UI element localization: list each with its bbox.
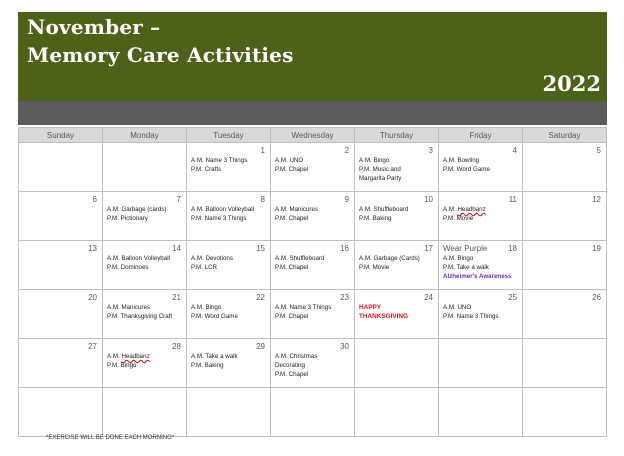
day-number: 22 bbox=[256, 293, 265, 302]
activity-item: P.M. Movie bbox=[443, 215, 474, 222]
empty-day-cell bbox=[103, 143, 187, 192]
title-subtitle: Memory Care Activities bbox=[27, 43, 294, 67]
day-cell-6 bbox=[19, 192, 103, 241]
empty-day-cell bbox=[19, 388, 103, 437]
activity-item: P.M. Chapel bbox=[275, 166, 309, 173]
day-number: 18 bbox=[508, 244, 517, 253]
day-cell-9 bbox=[271, 192, 355, 241]
week-row bbox=[19, 388, 607, 437]
day-cell-23 bbox=[271, 290, 355, 339]
weekday-tuesday: Tuesday bbox=[187, 128, 271, 143]
activity-list bbox=[107, 352, 183, 370]
activity-item: P.M. Pictionary bbox=[107, 215, 148, 222]
activity-item: A.M. Bingo bbox=[443, 255, 474, 262]
activity-item: A.M. Manicures bbox=[275, 206, 318, 213]
activity-item: P.M. Word Game bbox=[443, 166, 490, 173]
activity-list bbox=[275, 254, 351, 272]
holiday-label: HAPPY bbox=[359, 304, 382, 311]
activity-item: P.M. Baking bbox=[359, 215, 392, 222]
day-number: 27 bbox=[88, 342, 97, 351]
weekday-thursday: Thursday bbox=[355, 128, 439, 143]
activity-list bbox=[275, 156, 351, 174]
day-number: 28 bbox=[172, 342, 181, 351]
activity-list bbox=[275, 303, 351, 321]
activity-item: P.M. Movie bbox=[359, 264, 390, 271]
day-number: 4 bbox=[512, 146, 517, 155]
activity-item: A.M. Take a walk bbox=[191, 353, 238, 360]
day-cell-14 bbox=[103, 241, 187, 290]
activity-item: Margarita Party bbox=[359, 175, 402, 182]
activity-list bbox=[359, 254, 435, 272]
day-number: 23 bbox=[340, 293, 349, 302]
activity-list bbox=[107, 254, 183, 272]
day-cell-22 bbox=[187, 290, 271, 339]
weekday-sunday: Sunday bbox=[19, 128, 103, 143]
day-cell-30 bbox=[271, 339, 355, 388]
day-number: 2 bbox=[344, 146, 349, 155]
empty-day-cell bbox=[355, 388, 439, 437]
activity-item: A.M. Headbanz bbox=[107, 353, 150, 360]
day-number: 20 bbox=[88, 293, 97, 302]
day-number: 29 bbox=[256, 342, 265, 351]
empty-day-cell bbox=[523, 388, 607, 437]
day-number: 30 bbox=[340, 342, 349, 351]
title-year: 2022 bbox=[542, 71, 601, 96]
day-cell-15 bbox=[187, 241, 271, 290]
activity-item: A.M. Bingo bbox=[191, 304, 222, 311]
activity-item: P.M. Music and bbox=[359, 166, 401, 173]
activity-item: A.M. Bingo bbox=[359, 157, 390, 164]
activity-item: P.M. Take a walk bbox=[443, 264, 489, 271]
exercise-note: *EXERCISE WILL BE DONE EACH MORNING* bbox=[46, 435, 175, 441]
awareness-label: Alzheimer's Awareness bbox=[443, 273, 512, 280]
day-number: 5 bbox=[596, 146, 601, 155]
activity-list bbox=[443, 156, 519, 174]
calendar-body bbox=[19, 143, 607, 437]
activity-item: A.M. UNO bbox=[443, 304, 472, 311]
day-cell-18 bbox=[439, 241, 523, 290]
activity-item: P.M. Word Game bbox=[191, 313, 238, 320]
day-number: 11 bbox=[508, 195, 517, 204]
empty-day-cell bbox=[439, 388, 523, 437]
day-cell-29 bbox=[187, 339, 271, 388]
activity-list bbox=[191, 352, 267, 370]
week-row bbox=[19, 241, 607, 290]
day-cell-21 bbox=[103, 290, 187, 339]
weekday-saturday: Saturday bbox=[523, 128, 607, 143]
day-number: 26 bbox=[592, 293, 601, 302]
day-cell-13 bbox=[19, 241, 103, 290]
activity-item: A.M. Shuffleboard bbox=[275, 255, 325, 262]
day-cell-11 bbox=[439, 192, 523, 241]
day-cell-1 bbox=[187, 143, 271, 192]
activity-item: A.M. Garbage (cards) bbox=[107, 206, 167, 213]
day-number: 6 bbox=[92, 195, 97, 204]
holiday-label: THANKSGIVING bbox=[359, 313, 408, 320]
empty-day-cell bbox=[103, 388, 187, 437]
day-cell-20 bbox=[19, 290, 103, 339]
empty-day-cell bbox=[523, 339, 607, 388]
day-cell-26 bbox=[523, 290, 607, 339]
weekday-header-row bbox=[19, 128, 607, 143]
activity-list bbox=[107, 303, 183, 321]
activity-list bbox=[275, 352, 351, 379]
header-divider-bar bbox=[18, 101, 607, 125]
activity-item: A.M. UNO bbox=[275, 157, 304, 164]
day-cell-28 bbox=[103, 339, 187, 388]
activity-item: A.M. Balloon Volleyball bbox=[191, 206, 254, 213]
empty-day-cell bbox=[355, 339, 439, 388]
activity-list bbox=[443, 205, 519, 223]
activity-list bbox=[191, 303, 267, 321]
activity-item: A.M. Headbanz bbox=[443, 206, 486, 213]
title-month: November – bbox=[27, 15, 161, 39]
day-number: 10 bbox=[424, 195, 433, 204]
activity-item: A.M. Garbage (Cards) bbox=[359, 255, 420, 262]
day-number: 25 bbox=[508, 293, 517, 302]
day-number: 8 bbox=[260, 195, 265, 204]
day-number: 19 bbox=[592, 244, 601, 253]
activity-item: A.M. Shuffleboard bbox=[359, 206, 409, 213]
empty-day-cell bbox=[19, 143, 103, 192]
day-cell-10 bbox=[355, 192, 439, 241]
day-cell-8 bbox=[187, 192, 271, 241]
activity-item: P.M. Name 3 Things bbox=[191, 215, 247, 222]
day-note: Wear Purple bbox=[443, 244, 488, 253]
activity-item: P.M. Chapel bbox=[275, 264, 309, 271]
empty-day-cell bbox=[271, 388, 355, 437]
day-cell-27 bbox=[19, 339, 103, 388]
day-cell-24 bbox=[355, 290, 439, 339]
activity-list bbox=[359, 205, 435, 223]
activity-list bbox=[359, 303, 435, 321]
activity-item: A.M. Name 3 Things bbox=[191, 157, 248, 164]
week-row bbox=[19, 290, 607, 339]
day-cell-17 bbox=[355, 241, 439, 290]
activity-item: A.M. Balloon Volleyball bbox=[107, 255, 170, 262]
day-number: 7 bbox=[176, 195, 181, 204]
activity-item: Decorating bbox=[275, 362, 305, 369]
activity-list bbox=[275, 205, 351, 223]
day-number: 1 bbox=[260, 146, 265, 155]
activity-item: P.M. Chapel bbox=[275, 371, 309, 378]
activity-item: P.M. LCR bbox=[191, 264, 218, 271]
activity-item: A.M. Name 3 Things bbox=[275, 304, 332, 311]
week-row bbox=[19, 192, 607, 241]
activity-item: P.M. Bingo bbox=[107, 362, 137, 369]
day-number: 9 bbox=[344, 195, 349, 204]
day-cell-4 bbox=[439, 143, 523, 192]
day-cell-25 bbox=[439, 290, 523, 339]
empty-day-cell bbox=[187, 388, 271, 437]
weekday-wednesday: Wednesday bbox=[271, 128, 355, 143]
day-number: 21 bbox=[172, 293, 181, 302]
activity-item: A.M. Christmas bbox=[275, 353, 318, 360]
activity-item: P.M. Chapel bbox=[275, 313, 309, 320]
day-number: 3 bbox=[428, 146, 433, 155]
title-banner bbox=[18, 12, 607, 101]
day-cell-2 bbox=[271, 143, 355, 192]
activity-list bbox=[191, 205, 267, 223]
activity-list bbox=[191, 156, 267, 174]
activity-list bbox=[443, 303, 519, 321]
activity-item: A.M. Devotions bbox=[191, 255, 233, 262]
day-cell-19 bbox=[523, 241, 607, 290]
week-row bbox=[19, 339, 607, 388]
activity-list bbox=[443, 254, 519, 281]
activity-item: P.M. Dominoes bbox=[107, 264, 149, 271]
activity-list bbox=[359, 156, 435, 183]
weekday-monday: Monday bbox=[103, 128, 187, 143]
activity-item: A.M. Bowling bbox=[443, 157, 480, 164]
day-cell-16 bbox=[271, 241, 355, 290]
activity-item: A.M. Manicures bbox=[107, 304, 150, 311]
day-number: 13 bbox=[88, 244, 97, 253]
day-number: 17 bbox=[424, 244, 433, 253]
day-cell-7 bbox=[103, 192, 187, 241]
day-number: 24 bbox=[424, 293, 433, 302]
day-number: 16 bbox=[340, 244, 349, 253]
day-number: 15 bbox=[256, 244, 265, 253]
activity-item: P.M. Crafts bbox=[191, 166, 222, 173]
calendar-grid bbox=[18, 127, 607, 437]
activity-list bbox=[191, 254, 267, 272]
empty-day-cell bbox=[439, 339, 523, 388]
activity-item: P.M. Chapel bbox=[275, 215, 309, 222]
activity-item: P.M. Baking bbox=[191, 362, 224, 369]
activity-item: P.M. Thanksgiving Craft bbox=[107, 313, 173, 320]
day-number: 12 bbox=[592, 195, 601, 204]
day-number: 14 bbox=[172, 244, 181, 253]
week-row bbox=[19, 143, 607, 192]
activity-list bbox=[107, 205, 183, 223]
activity-item: P.M. Name 3 Things bbox=[443, 313, 499, 320]
day-cell-3 bbox=[355, 143, 439, 192]
weekday-friday: Friday bbox=[439, 128, 523, 143]
day-cell-5 bbox=[523, 143, 607, 192]
day-cell-12 bbox=[523, 192, 607, 241]
